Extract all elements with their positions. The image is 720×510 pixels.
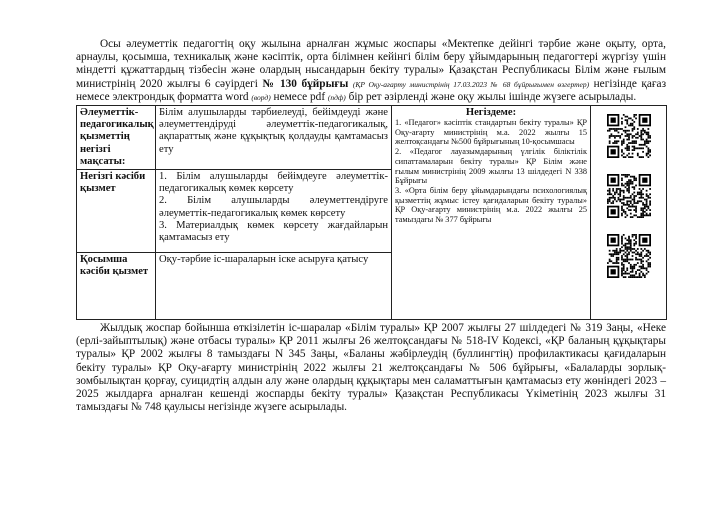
row-content-line: Оқу-тәрбие іс-шараларын іске асыруға қатысу [159,254,369,266]
row-content [156,253,392,320]
qr-code-icon[interactable] [607,234,651,278]
row-label: Негізгі кәсіби қызмет [77,170,156,253]
row-label: Қосымша кәсіби қызмет [77,253,156,320]
basis-title: Негіздеме: [465,107,517,119]
basis-cell [392,106,591,320]
intro-text-2: негізінде қағаз немесе электрондық форматта word [76,77,667,103]
row-content-line: 1. Білім алушыларды бейімдеуге әлеуметтік-педагогикалық көмек көрсету [159,171,388,195]
qr-column [591,106,667,320]
basis-item: 3. «Орта білім беру ұйымдарындағы психологиялық қызметтің жұмыс істеу қағидаларын бекіту туралы» ҚР Оқу-ағарту министрінің м.а. 2022 жылғы 25 тамыздағы № 377 бұйрығы [395,185,587,225]
intro-text: Осы әлеуметтік педагогтің оқу жылына арналған жұмыс жоспары «Мектепке дейінгі тәрбие және оқыту, орта, арнаулы, қосымша, техникалық және кәсіптік, орта білімнен кейінгі білім беру ұйымдарының педагогтері жүргізу үшін міндетті құжаттардың тізбесін және олардың нысандарын бекіту туралы» Қазақстан Республикасы Білім және ғылым министрінің 2020 жылғы 6 сәуірдегі [76,38,666,90]
pdf-note: (пдф) [327,92,346,102]
intro-paragraph [76,38,666,104]
row-content [156,106,392,170]
order-amendment-note: (ҚР Оқу-ағарту министрінің 17.03.2023 № 68 бұйрығымен өзгертер) [352,79,590,89]
row-label: Әлеуметтік-педагогикалық қызметтің негізгі мақсаты: [77,106,156,170]
intro-text-3: немесе pdf [273,90,326,103]
table-row [77,106,667,170]
row-content [156,170,392,253]
row-content-line: Білім алушыларды тәрбиелеуді, бейімдеуді және әлеуметтендіруді әлеуметтік-педагогикалық, ақпараттық және құқықтық қолдауды қамтамасыз ету [159,107,388,155]
qr-code-icon[interactable] [607,174,651,218]
intro-text-4: бір рет әзірленді және оқу жылы ішінде жүзеге асырылады. [348,90,637,103]
qr-code-icon[interactable] [607,114,651,158]
word-note: (ворд) [251,92,271,102]
basis-item: 2. «Педагог лауазымдарының үлгілік біліктілік сипаттамаларын бекіту туралы» ҚР Білім және ғылым министрінің 2009 жылғы 13 шілдедегі N 338 Бұйрығы [395,147,587,186]
basis-item: 1. «Педагог» кәсіптік стандартын бекіту туралы» ҚР Оқу-ағарту министрінің м.а. 2022 жылғы 15 желтоқсандағы №500 бұйрығының 10-қосымшасы [395,118,587,147]
order-number: № 130 бұйрығы [262,77,349,90]
row-content-line: 2. Білім алушыларды әлеуметтендіруге әлеуметтік-педагогикалық көмек көрсету [159,195,388,219]
activity-table [76,105,667,320]
row-content-line: 3. Материалдық көмек көрсету жағдайларын қамтамасыз ету [159,219,388,244]
closing-paragraph: Жылдық жоспар бойынша өткізілетін іс-шаралар «Білім туралы» ҚР 2007 жылғы 27 шілдедегі № 319 Заңы, «Неке (ерлі-зайыптылық) және отбасы туралы» ҚР 2011 жылғы 26 желтоқсандағы № 518-IV Кодексі, «ҚР баланың құқықтары туралы» ҚР 2002 жылғы 8 тамыздағы N 345 Заңы, «Баланы жәбірлеудің (буллингтің) профилактикасы қағидаларын бекіту туралы» ҚР Оқу-ағарту министрінің 2022 жылғы 21 желтоқсандағы № 506 бұйрығы, «Балаларды зорлық-зомбылықтан қорғау, суицидтің алдын алу және олардың құқықтары мен саламаттығын қамтамасыз ету жөніндегі 2023 – 2025 жылдарға арналған кешенді жоспарды бекіту туралы» Қазақстан Республикасы Үкіметінің 2023 жылғы 31 тамыздағы № 748 қаулысы негізінде жүзеге асырылады. [76,322,666,414]
document-page [76,38,666,414]
